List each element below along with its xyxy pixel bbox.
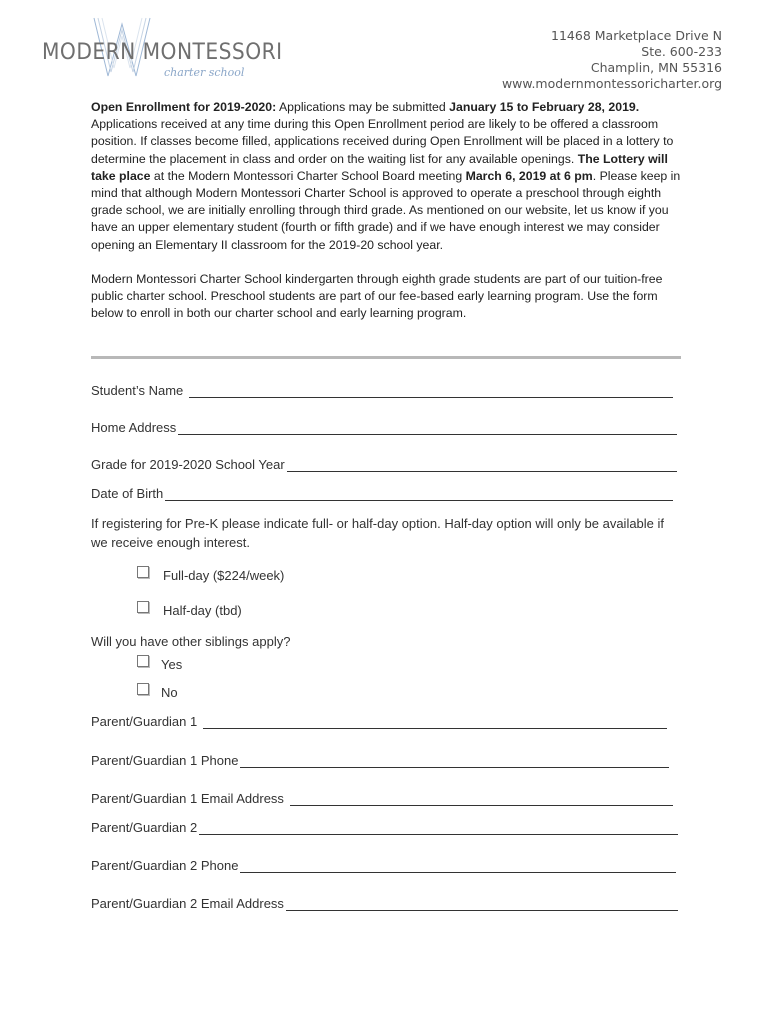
address-line-street: 11468 Marketplace Drive N [551,28,722,43]
siblings-no-label: No [161,685,178,700]
prek-question: If registering for Pre-K please indicate full- or half-day option. Half-day option will only be available if we receive enough interest. [91,516,665,550]
school-logo [38,14,283,84]
date-of-birth-field[interactable]: Date of Birth [91,486,673,501]
full-day-checkbox[interactable] [137,566,149,578]
parent2-phone-field[interactable]: Parent/Guardian 2 Phone [91,858,676,873]
parent1-phone-field[interactable]: Parent/Guardian 1 Phone [91,753,669,768]
siblings-no-checkbox[interactable] [137,683,149,695]
intro-text [91,99,681,339]
address-line-website[interactable]: www.modernmontessoricharter.org [501,76,722,91]
half-day-label: Half-day (tbd) [163,603,242,618]
logo-subtitle: charter school [164,66,245,79]
parent1-email-field[interactable]: Parent/Guardian 1 Email Address [91,791,673,806]
logo-name: MODERN MONTESSORI [42,40,283,65]
half-day-checkbox[interactable] [137,601,149,613]
home-address-field[interactable]: Home Address [91,420,677,435]
student-name-field[interactable]: Student’s Name [91,383,673,398]
siblings-question: Will you have other siblings apply? [91,634,291,649]
siblings-yes-label: Yes [161,657,183,672]
full-day-label: Full-day ($224/week) [163,568,285,583]
parent2-email-field[interactable]: Parent/Guardian 2 Email Address [91,896,678,911]
address-line-city: Champlin, MN 55316 [590,60,722,75]
program-paragraph: Modern Montessori Charter School kindergarten through eighth grade students are part of our tuition-free public charter school. Preschool students are part of our fee-based early learning program. Use the form below to enroll in both our charter school and early learning program. [91,271,663,321]
parent1-name-field[interactable]: Parent/Guardian 1 [91,714,667,729]
address-line-suite: Ste. 600-233 [641,44,722,59]
siblings-yes-checkbox[interactable] [137,655,149,667]
school-address [502,28,722,92]
enrollment-paragraph: Open Enrollment for 2019-2020: Applications may be submitted January 15 to February 28, 2019. Applications received at any time during this Open Enrollment period are likely to be offered a classroom position. If classes become filled, applications received during Open Enrollment will be placed in a lottery to determine the placement in class and order on the waiting list for any available openings. The Lottery will take place at the Modern Montessori Charter School Board meeting March 6, 2019 at 6 pm. Please keep in mind that although Modern Montessori Charter School is approved to operate a preschool through eighth grade school, we are initially enrolling through third grade. As mentioned on our website, let us know if you have an upper elementary student (fourth or fifth grade) and if we have enough interest we may consider opening an Elementary II classroom for the 2019-20 school year. [91,100,681,252]
grade-field[interactable]: Grade for 2019-2020 School Year [91,457,677,472]
section-divider [91,356,681,359]
parent2-name-field[interactable]: Parent/Guardian 2 [91,820,678,835]
